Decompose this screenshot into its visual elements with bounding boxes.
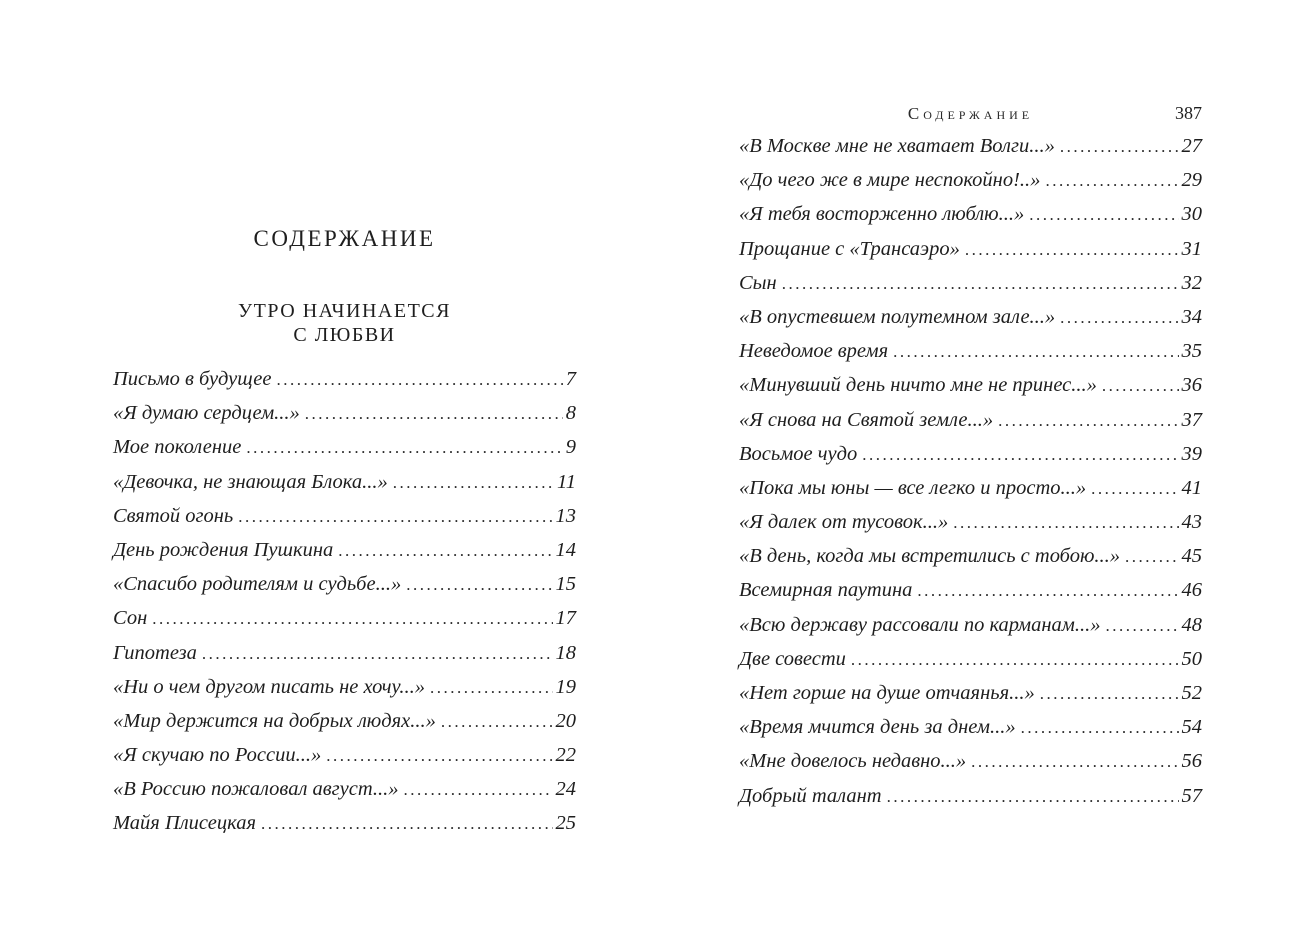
running-header-title: Содержание: [907, 104, 1034, 123]
toc-entry-page: 36: [1181, 374, 1202, 397]
toc-entry: [739, 682, 1202, 716]
toc-entry: [113, 436, 576, 470]
toc-entry: [739, 272, 1202, 306]
toc-entry: [113, 368, 576, 402]
toc-entry-page: 41: [1181, 476, 1202, 499]
toc-entry-page: 52: [1181, 682, 1202, 704]
toc-entry: [113, 539, 576, 573]
toc-entry-title: «Всю державу рассовали по карманам...»: [739, 613, 1101, 636]
toc-entry-title: Всемирная паутина: [739, 579, 913, 602]
toc-entry: [739, 238, 1202, 272]
toc-entry: [739, 306, 1202, 340]
toc-entry: [113, 573, 576, 607]
toc-entry-title: «Пока мы юны — все легко и просто...»: [739, 476, 1087, 499]
dot-leader: [953, 513, 1178, 533]
toc-entry: [113, 676, 576, 710]
toc-entry-title: «Ни о чем другом писать не хочу...»: [113, 675, 425, 698]
dot-leader: [202, 644, 553, 664]
toc-entry: [739, 785, 1202, 819]
dot-leader: [1091, 479, 1178, 499]
toc-entry: [113, 642, 576, 676]
toc-entry-page: 32: [1181, 271, 1202, 294]
toc-entry: [739, 477, 1202, 511]
toc-entry: [113, 812, 576, 846]
toc-entry-title: Две совести: [739, 647, 846, 670]
dot-leader: [261, 814, 553, 834]
left-page: [113, 0, 576, 847]
dot-leader: [152, 609, 552, 629]
toc-entry: [739, 750, 1202, 784]
toc-entry: [739, 511, 1202, 545]
toc-entry: [739, 135, 1202, 169]
toc-entry-title: «Время мчится день за днем...»: [739, 716, 1016, 739]
running-header: [739, 103, 1202, 124]
dot-leader: [1060, 308, 1178, 328]
toc-entry-title: Добрый талант: [739, 784, 882, 807]
toc-entry-title: «Минувший день ничто мне не принес...»: [739, 374, 1097, 397]
toc-entry-page: 18: [555, 641, 576, 664]
toc-entry: [739, 340, 1202, 374]
toc-entry-title: День рождения Пушкина: [113, 538, 334, 561]
section-heading-line2: С ЛЮБВИ: [293, 324, 396, 346]
page-number: 387: [1175, 103, 1202, 123]
toc-title: СОДЕРЖАНИЕ: [253, 226, 436, 251]
toc-entry: [739, 648, 1202, 682]
dot-leader: [862, 445, 1178, 465]
dot-leader: [998, 411, 1178, 431]
toc-entry: [113, 710, 576, 744]
toc-entry: [113, 402, 576, 436]
toc-entry-title: «Мне довелось недавно...»: [739, 750, 967, 773]
dot-leader: [404, 780, 553, 800]
toc-entry-page: 25: [555, 812, 576, 835]
toc-entry-title: Сын: [739, 271, 777, 294]
dot-leader: [1045, 171, 1178, 191]
toc-entry-page: 39: [1181, 442, 1202, 465]
toc-entry-title: «До чего же в мире неспокойно!..»: [739, 169, 1041, 192]
toc-entry-title: Мое поколение: [113, 436, 242, 459]
dot-leader: [246, 438, 562, 458]
dot-leader: [326, 746, 552, 766]
toc-entry-page: 15: [555, 573, 576, 596]
toc-entry: [113, 744, 576, 778]
dot-leader: [393, 473, 554, 493]
toc-entry-title: Восьмое чудо: [739, 442, 858, 465]
toc-entry: [739, 545, 1202, 579]
dot-leader: [1040, 684, 1179, 704]
toc-entry: [739, 579, 1202, 613]
toc-entry-title: «Мир держится на добрых людях...»: [113, 709, 436, 732]
toc-entry-page: 9: [565, 436, 576, 459]
toc-entry-page: 37: [1181, 408, 1202, 431]
toc-entry-title: «Нет горше на душе отчаянья...»: [739, 682, 1035, 704]
toc-entry-page: 46: [1181, 579, 1202, 602]
dot-leader: [965, 240, 1179, 260]
dot-leader: [276, 370, 562, 390]
toc-entry-title: «Спасибо родителям и судьбе...»: [113, 573, 402, 596]
toc-entry-page: 35: [1181, 340, 1202, 363]
toc-entry-title: Гипотеза: [113, 641, 197, 664]
dot-leader: [971, 752, 1178, 772]
toc-entry-page: 20: [555, 709, 576, 732]
toc-entry-page: 19: [555, 675, 576, 698]
toc-entry-title: Прощание с «Трансаэро»: [739, 237, 960, 260]
dot-leader: [851, 650, 1179, 670]
toc-entry: [113, 505, 576, 539]
dot-leader: [917, 581, 1178, 601]
toc-entry-title: «В Россию пожаловал август...»: [113, 778, 399, 801]
section-heading-line1: УТРО НАЧИНАЕТСЯ: [238, 300, 451, 322]
dot-leader: [1029, 205, 1178, 225]
toc-entry-page: 13: [555, 504, 576, 527]
dot-leader: [441, 712, 553, 732]
toc-entry-title: «Я думаю сердцем...»: [113, 402, 300, 425]
toc-entry: [739, 374, 1202, 408]
toc-entry: [739, 716, 1202, 750]
dot-leader: [1105, 616, 1178, 636]
toc-entry-page: 17: [555, 607, 576, 630]
dot-leader: [887, 787, 1179, 807]
dot-leader: [338, 541, 552, 561]
toc-entry-page: 7: [565, 368, 576, 390]
toc-entry-page: 43: [1181, 511, 1202, 534]
toc-entry-page: 30: [1181, 203, 1202, 226]
toc-entry-title: «Я далек от тусовок...»: [739, 511, 949, 534]
toc-entry-page: 8: [565, 402, 576, 425]
toc-entry-title: «Я снова на Святой земле...»: [739, 408, 994, 431]
toc-entry-page: 31: [1181, 237, 1202, 260]
dot-leader: [893, 342, 1178, 362]
dot-leader: [430, 678, 553, 698]
toc-entry: [113, 778, 576, 812]
toc-entry: [113, 471, 576, 505]
toc-entry-page: 54: [1181, 716, 1202, 739]
toc-entry-page: 48: [1181, 613, 1202, 636]
toc-entry: [739, 614, 1202, 648]
toc-entry-page: 34: [1181, 305, 1202, 328]
toc-entry-page: 50: [1181, 647, 1202, 670]
toc-entry-title: Майя Плисецкая: [113, 812, 256, 835]
toc-entry-title: Неведомое время: [739, 340, 889, 363]
toc-entry-page: 57: [1181, 784, 1202, 807]
dot-leader: [238, 507, 552, 527]
dot-leader: [1021, 718, 1179, 738]
right-page: [739, 0, 1202, 819]
toc-entry-page: 56: [1181, 750, 1202, 773]
right-toc-list: [739, 135, 1202, 819]
left-toc-list: [113, 368, 576, 847]
dot-leader: [406, 575, 552, 595]
toc-entry-title: «Я скучаю по России...»: [113, 744, 322, 767]
toc-entry-page: 29: [1181, 169, 1202, 192]
toc-entry-page: 45: [1181, 545, 1202, 568]
toc-entry-title: «В день, когда мы встретились с тобою...»: [739, 545, 1121, 568]
toc-entry-page: 11: [557, 470, 576, 493]
toc-entry-page: 24: [555, 778, 576, 801]
toc-entry-title: Письмо в будущее: [113, 368, 272, 390]
toc-entry-title: «Девочка, не знающая Блока...»: [113, 470, 388, 493]
toc-entry: [739, 203, 1202, 237]
toc-entry: [739, 443, 1202, 477]
toc-entry-title: «В Москве мне не хватает Волги...»: [739, 135, 1055, 157]
toc-entry-title: «Я тебя восторженно люблю...»: [739, 203, 1025, 226]
toc-entry-title: Святой огонь: [113, 504, 234, 527]
toc-entry: [739, 169, 1202, 203]
toc-entry-page: 14: [555, 538, 576, 561]
toc-entry: [113, 607, 576, 641]
dot-leader: [305, 404, 563, 424]
dot-leader: [1060, 137, 1179, 157]
dot-leader: [1125, 547, 1178, 567]
toc-entry-title: «В опустевшем полутемном зале...»: [739, 305, 1056, 328]
dot-leader: [1102, 376, 1179, 396]
dot-leader: [782, 274, 1179, 294]
toc-entry-page: 22: [555, 744, 576, 767]
toc-entry-page: 27: [1181, 135, 1202, 157]
toc-entry: [739, 409, 1202, 443]
section-heading: [113, 299, 576, 347]
toc-entry-title: Сон: [113, 607, 148, 630]
